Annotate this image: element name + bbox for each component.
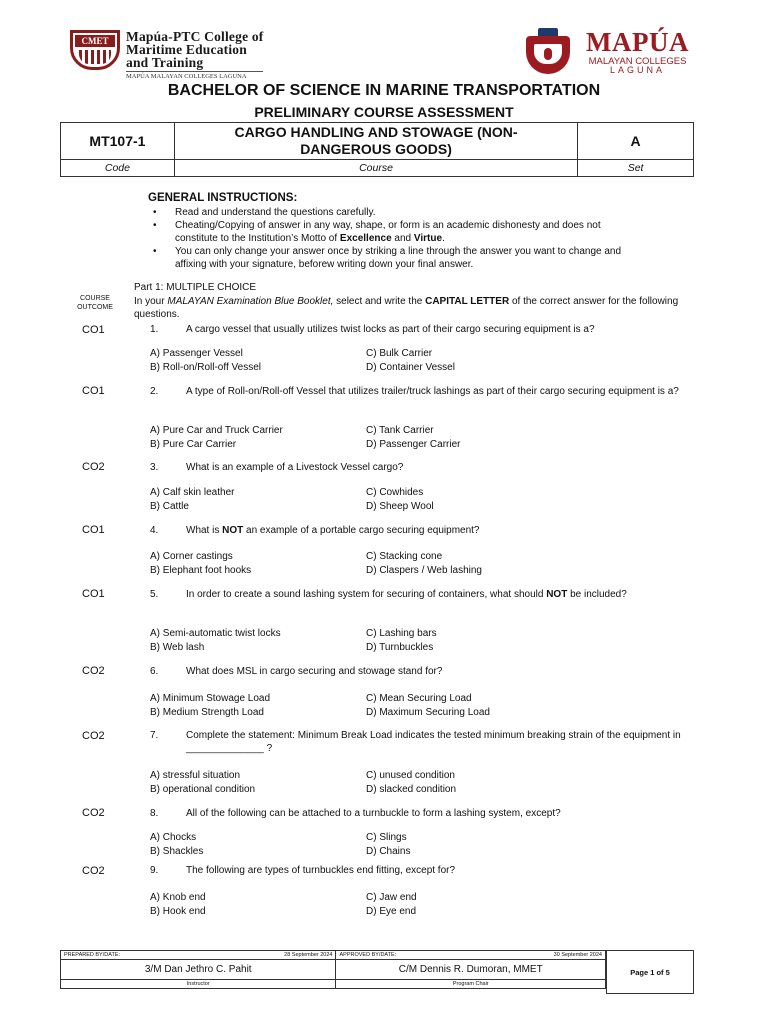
approval-table <box>60 950 606 989</box>
mapua-line1: MALAYAN COLLEGES <box>588 55 687 67</box>
question-number: 3. <box>150 462 159 473</box>
instructions-title: GENERAL INSTRUCTIONS: <box>148 192 298 204</box>
question-text: The following are types of turnbuckles end fitting, except for? <box>186 865 456 876</box>
question-text: A cargo vessel that usually utilizes twist locks as part of their cargo securing equipment is a? <box>186 324 595 335</box>
mapua-crest-icon <box>520 28 580 76</box>
question-number: 1. <box>150 324 159 335</box>
part-title: Part 1: MULTIPLE CHOICE <box>134 282 257 293</box>
option: C) Stacking cone D) Claspers / Web lashing <box>366 551 482 576</box>
option: A) Calf skin leather B) Cattle <box>150 487 235 512</box>
option: C) Jaw end D) Eye end <box>366 892 417 917</box>
course-outcome: CO1 <box>82 324 105 336</box>
cmet-badge: CMET <box>75 35 115 47</box>
approved-by: APPROVED BY/DATE: 30 September 2024 <box>336 951 606 960</box>
question-number: 9. <box>150 865 159 876</box>
course-name: CARGO HANDLING AND STOWAGE (NON- DANGEROUS GOODS) <box>174 123 577 160</box>
option: A) Passenger Vessel B) Roll-on/Roll-off Vessel <box>150 348 261 373</box>
course-outcome: CO2 <box>82 461 105 473</box>
cmet-shield-icon <box>70 30 120 70</box>
instruction-item: • Cheating/Copying of answer in any way, shape, or form is an academic dishonesty and does not constitute to the Institution’s Motto of Excellence and Virtue. <box>150 219 630 245</box>
option: A) Minimum Stowage Load B) Medium Strength Load <box>150 693 271 718</box>
assessment-title: PRELIMINARY COURSE ASSESSMENT <box>254 104 514 120</box>
question-text: Complete the statement: Minimum Break Load indicates the tested minimum breaking strain of the equipment in ______________ ? <box>186 730 681 754</box>
option: A) Chocks B) Shackles <box>150 832 204 857</box>
option: A) Knob end B) Hook end <box>150 892 206 917</box>
course-info-table <box>60 122 694 177</box>
course-outcome: CO1 <box>82 588 105 600</box>
course-outcome: CO1 <box>82 524 105 536</box>
cmet-name-line1: Mapúa-PTC College of <box>126 29 264 44</box>
prepared-by: PREPARED BY/DATE: 28 September 2024 <box>61 951 336 960</box>
set-label: Set <box>578 160 694 177</box>
question-number: 8. <box>150 808 159 819</box>
approver-role: Program Chair <box>336 980 606 989</box>
option: C) Cowhides D) Sheep Wool <box>366 487 434 512</box>
instruction-item: • Read and understand the questions carefully. <box>150 206 630 219</box>
program-title: BACHELOR OF SCIENCE IN MARINE TRANSPORTATION <box>167 82 601 99</box>
question-text: A type of Roll-on/Roll-off Vessel that utilizes trailer/truck lashings as part of their cargo securing equipment is a? <box>186 386 679 397</box>
course-outcome: CO2 <box>82 730 105 742</box>
question-number: 5. <box>150 589 159 600</box>
course-outcome: CO2 <box>82 865 105 877</box>
question-text: All of the following can be attached to a turnbuckle to form a lashing system, except? <box>186 808 561 819</box>
course-outcome: CO2 <box>82 665 105 677</box>
option: C) Bulk Carrier D) Container Vessel <box>366 348 455 373</box>
option: C) Mean Securing Load D) Maximum Securing Load <box>366 693 490 718</box>
course-code: MT107-1 <box>61 123 175 160</box>
mapua-name: MAPÚA <box>586 26 689 57</box>
question-number: 7. <box>150 730 159 741</box>
preparer-name: 3/M Dan Jethro C. Pahit <box>61 960 336 980</box>
question-number: 2. <box>150 386 159 397</box>
option: A) Semi-automatic twist locks B) Web lash <box>150 628 281 653</box>
approver-name: C/M Dennis R. Dumoran, MMET <box>336 960 606 980</box>
question-text: What does MSL in cargo securing and stowage stand for? <box>186 666 443 677</box>
cmet-name-line2: Maritime Education <box>126 42 247 57</box>
cmet-name-line3: and Training <box>126 55 204 70</box>
option: C) Tank Carrier D) Passenger Carrier <box>366 425 461 450</box>
question-number: 4. <box>150 525 159 536</box>
question-number: 6. <box>150 666 159 677</box>
code-label: Code <box>61 160 175 177</box>
page-number: Page 1 of 5 <box>606 950 694 994</box>
question-text: What is NOT an example of a portable cargo securing equipment? <box>186 525 480 536</box>
course-label: Course <box>174 160 577 177</box>
option: C) unused condition D) slacked condition <box>366 770 457 795</box>
mapua-line2: LAGUNA <box>609 65 665 76</box>
instructions-list <box>150 206 630 271</box>
option: A) Corner castings B) Elephant foot hooks <box>150 551 252 576</box>
course-outcome: CO2 <box>82 807 105 819</box>
part-instructions: In your MALAYAN Examination Blue Booklet, select and write the CAPITAL LETTER of the correct answer for the following questions. <box>134 296 679 320</box>
option: A) stressful situation B) operational condition <box>150 770 256 795</box>
mapua-logo <box>520 28 689 76</box>
option: C) Slings D) Chains <box>366 832 411 857</box>
cmet-subline: MAPÚA MALAYAN COLLEGES LAGUNA <box>126 71 263 80</box>
option: C) Lashing bars D) Turnbuckles <box>366 628 437 653</box>
option: A) Pure Car and Truck Carrier B) Pure Car Carrier <box>150 425 283 450</box>
instruction-item: • You can only change your answer once by striking a line through the answer you want to change and affixing with your signature, beforew writing down your final answer. <box>150 245 630 271</box>
exam-set: A <box>578 123 694 160</box>
question-text: What is an example of a Livestock Vessel cargo? <box>186 462 404 473</box>
question-text: In order to create a sound lashing system for securing of containers, what should NOT be included? <box>186 589 627 600</box>
course-outcome-header: COURSE OUTCOME <box>77 295 113 311</box>
preparer-role: Instructor <box>61 980 336 989</box>
cmet-logo <box>70 30 263 80</box>
course-outcome: CO1 <box>82 385 105 397</box>
